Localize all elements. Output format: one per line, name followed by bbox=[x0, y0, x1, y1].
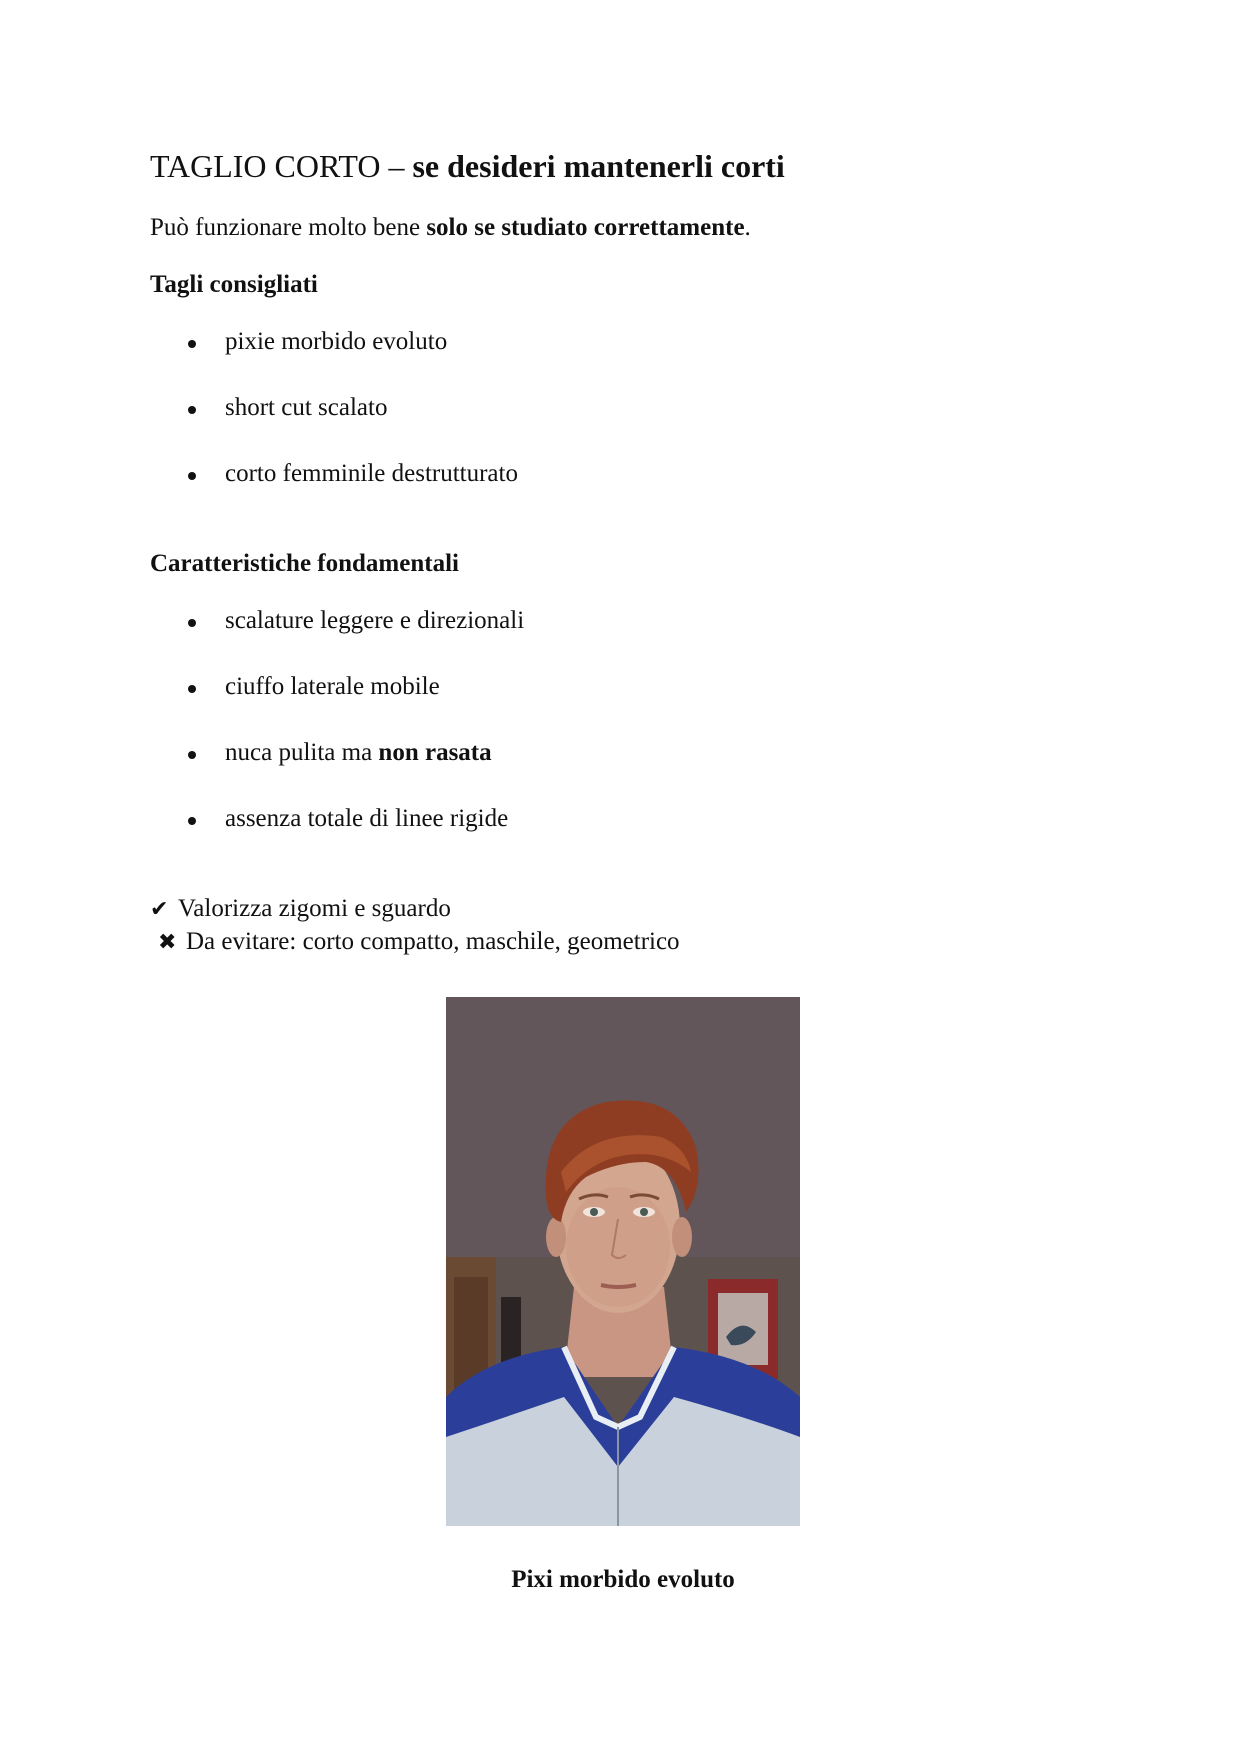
list-item-text-prefix: nuca pulita ma bbox=[225, 739, 379, 766]
section-heading-cuts: Tagli consigliati bbox=[150, 271, 318, 298]
list-item-text: assenza totale di linee rigide bbox=[225, 805, 509, 832]
list-item-text bbox=[225, 736, 492, 770]
bullet-icon bbox=[188, 472, 196, 480]
bullet-icon bbox=[188, 340, 196, 348]
list-item-text: pixie morbido evoluto bbox=[225, 328, 448, 355]
bullet-icon bbox=[188, 751, 196, 759]
list-item-text: ciuffo laterale mobile bbox=[225, 673, 440, 700]
note-negative bbox=[158, 926, 680, 959]
section-heading-features: Caratteristiche fondamentali bbox=[150, 550, 459, 577]
list-item-text: short cut scalato bbox=[225, 394, 388, 421]
bullet-icon bbox=[188, 817, 196, 825]
note-positive bbox=[150, 893, 451, 926]
intro-end: . bbox=[744, 214, 751, 241]
portrait-photo-illustration bbox=[446, 997, 800, 1526]
title-suffix: se desideri mantenerli corti bbox=[412, 148, 785, 184]
note-negative-text: Da evitare: corto compatto, maschile, geometrico bbox=[186, 928, 680, 955]
intro-bold: solo se studiato correttamente bbox=[426, 214, 745, 241]
title-prefix: TAGLIO CORTO – bbox=[150, 148, 413, 184]
list-item-text: scalature leggere e direzionali bbox=[225, 607, 525, 634]
cross-icon: ✖ bbox=[158, 930, 177, 955]
bullet-icon bbox=[188, 619, 196, 627]
bullet-icon bbox=[188, 406, 196, 414]
list-item-text-bold: non rasata bbox=[378, 739, 492, 766]
bullet-icon bbox=[188, 685, 196, 693]
note-positive-text: Valorizza zigomi e sguardo bbox=[178, 895, 451, 922]
portrait-photo bbox=[446, 997, 800, 1526]
intro-text: Può funzionare molto bene bbox=[150, 214, 427, 241]
list-item-text: corto femminile destrutturato bbox=[225, 460, 518, 487]
checkmark-icon: ✔ bbox=[150, 897, 169, 922]
photo-caption: Pixi morbido evoluto bbox=[511, 1566, 735, 1593]
intro-paragraph bbox=[150, 210, 751, 246]
page-title bbox=[150, 146, 785, 186]
